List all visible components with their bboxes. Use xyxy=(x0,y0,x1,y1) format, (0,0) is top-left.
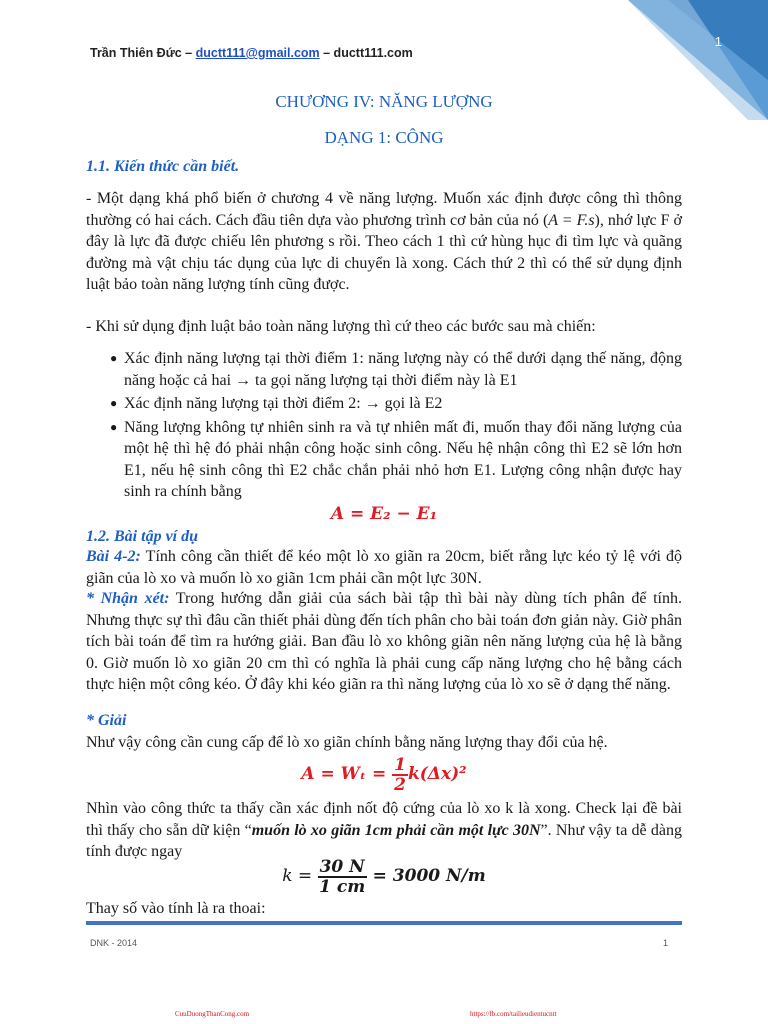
footer-page-number: 1 xyxy=(662,938,668,948)
header-site: – ductt111.com xyxy=(319,46,413,60)
section-heading-1: 1.1. Kiến thức cần biết. xyxy=(86,158,240,175)
header-page-number: 1 xyxy=(714,34,722,49)
formula-spring-constant: k = $\frac{30 N}{1 cm}$ = 3000 N/m xyxy=(282,856,486,897)
watermark-right[interactable]: https://fb.com/tailieudientucntt xyxy=(470,1010,557,1018)
section-heading-2: 1.2. Bài tập ví dụ xyxy=(86,528,199,545)
list-item: ● Xác định năng lượng tại thời điểm 2: → gọi là E2 xyxy=(110,395,443,412)
problem-statement: Bài 4-2: Tính công cần thiết để kéo một lò xo giãn ra 20cm, biết rằng lực kéo tỷ lệ với độ giãn của lò xo và muốn lò xo giãn 1cm phải cần một lực 30N. xyxy=(86,548,683,587)
remark-paragraph: * Nhận xét: Trong hướng dẫn giải của sách bài tập thì bài này dùng tích phân để tính. Nhưng thực sự thì đâu cần thiết phải dùng đến tích phân cho bài toán đơn giản này. Giờ phân tích bài toán để tìm ra hướng giải. Ban đầu lò xo không giãn nên năng lượng của hệ là bằng 0. Giờ muốn lò xo giãn 20 cm thì có nghĩa là phải cung cấp năng lượng cho hệ bằng cách thực hiện một công kéo. Ở đây khi kéo giãn ra thì năng lượng của lò xo sẽ ở dạng thế năng. xyxy=(86,590,683,693)
footer-left-text: DNK - 2014 xyxy=(90,938,138,948)
footer-divider xyxy=(86,921,682,925)
paragraph-intro: - Một dạng khá phổ biến ở chương 4 về năng lượng. Muốn xác định được công thì thông thường có hai cách. Cách đầu tiên dựa vào phương trình cơ bản của nó (A = F.s), nhớ lực F ở đây là lực đã được chiếu lên phương s rồi. Theo cách 1 thì cứ hùng hục đi tìm lực và quãng đường mà vật chịu tác dụng của lực di chuyển là xong. Cách thứ 2 thì có thể sử dụng định luật bảo toàn năng lượng tính cũng được. xyxy=(86,190,683,293)
solution-label: * Giải xyxy=(86,712,127,729)
remark-label: * Nhận xét: xyxy=(86,590,170,607)
formula-spring-energy: A = Wₜ = $\frac{1}{2}$ k(Δx)² xyxy=(301,754,467,795)
formula-work-energy: A = E₂ − E₁ xyxy=(330,504,438,524)
list-item: ● Xác định năng lượng tại thời điểm 1: năng lượng này có thể dưới dạng thế năng, động năng hoặc cả hai → ta gọi năng lượng tại thời điểm này là E1 xyxy=(110,350,682,389)
solution-text-1: Như vậy công cần cung cấp để lò xo giãn chính bằng năng lượng thay đổi của hệ. xyxy=(86,734,608,751)
solution-text-3: Thay số vào tính là ra thoai: xyxy=(86,900,266,917)
problem-label: Bài 4-2: xyxy=(86,548,141,565)
paragraph-steps-intro: - Khi sử dụng định luật bảo toàn năng lượng thì cứ theo các bước sau mà chiến: xyxy=(86,318,596,335)
chapter-title: CHƯƠNG IV: NĂNG LƯỢNG xyxy=(275,92,493,111)
header-email-link[interactable]: ductt111@gmail.com xyxy=(195,46,320,60)
steps-list xyxy=(86,348,682,503)
watermark-left[interactable]: CuuDuongThanCong.com xyxy=(175,1010,250,1018)
page-header xyxy=(90,46,413,60)
list-item: ● Năng lượng không tự nhiên sinh ra và tự nhiên mất đi, muốn thay đổi năng lượng của một hệ thì hệ đó phải nhận công hoặc sinh công. Nếu hệ nhận công thì E2 sẽ lớn hơn E1, nếu hệ sinh công thì E2 chắc chắn phải nhỏ hơn E1. Lượng công nhận được hay sinh ra chính bằng xyxy=(110,418,682,500)
solution-text-2: Nhìn vào công thức ta thấy cần xác định nốt độ cứng của lò xo k là xong. Check lại đề bài thì thấy cho sẵn dữ kiện “muốn lò xo giãn 1cm phải cần một lực 30N”. Như vậy ta dễ dàng tính được ngay xyxy=(86,800,683,860)
section-title: DẠNG 1: CÔNG xyxy=(324,128,444,147)
header-author: Trần Thiên Đức – xyxy=(90,46,196,60)
